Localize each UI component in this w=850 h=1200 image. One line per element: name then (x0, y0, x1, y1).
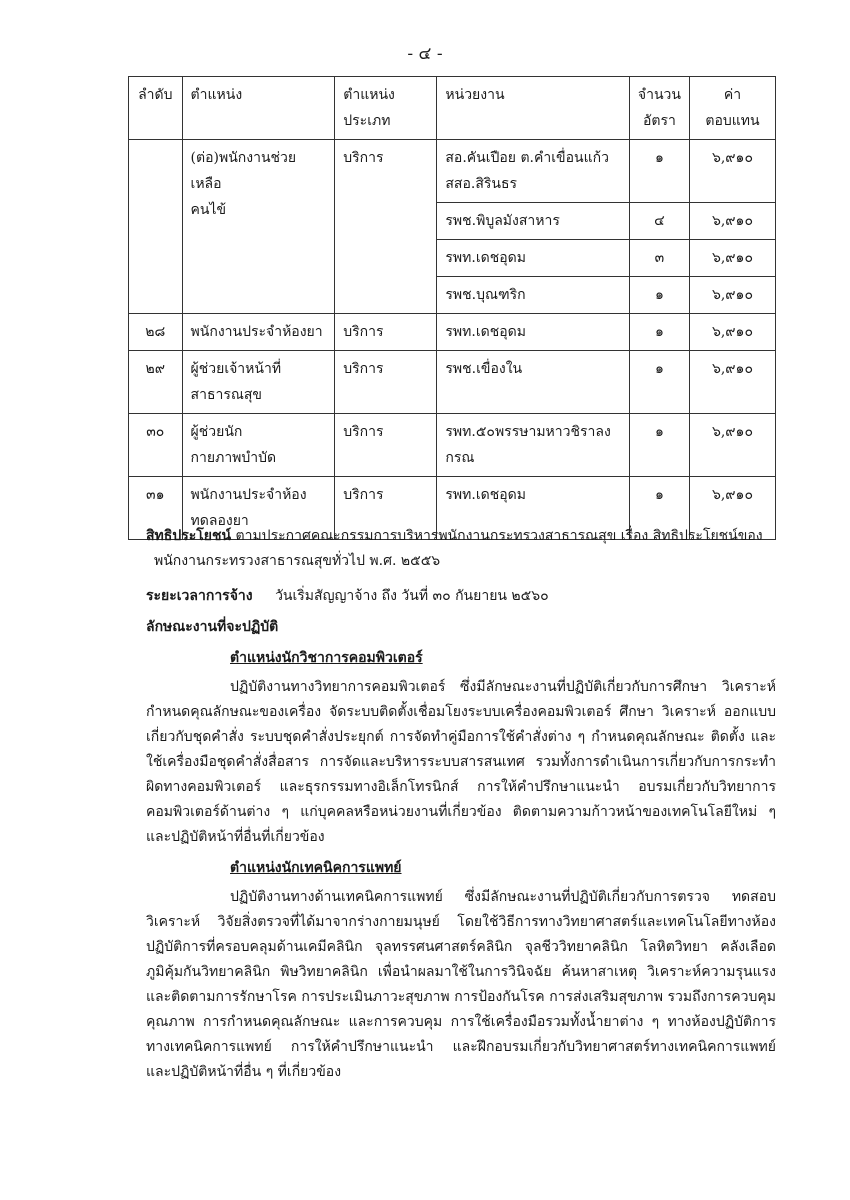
cell-type: บริการ (335, 477, 437, 540)
cell-count: ๑ (629, 314, 689, 351)
cell-unit: รพท.เดชอุดม (437, 314, 630, 351)
table-row (129, 351, 776, 414)
period-text: วันเริ่มสัญญาจ้าง ถึง วันที่ ๓๐ กันยายน ๒๕๖๐ (275, 588, 549, 604)
duties-title: ลักษณะงานที่จะปฏิบัติ (146, 619, 279, 635)
cell-title (182, 351, 335, 414)
cell-count: ๑ (629, 477, 689, 540)
cell-count: ๑ (629, 277, 689, 314)
cell-pay: ๖,๙๑๐ (689, 351, 775, 414)
header-title: ตำแหน่ง (182, 77, 335, 140)
header-count-line1: จำนวน (637, 87, 681, 103)
benefit-text-line2: พนักงานกระทรวงสาธารณสุขทั่วไป พ.ศ. ๒๕๕๖ (154, 553, 441, 569)
cell-title-line1: พนักงานประจำห้อง (190, 487, 307, 503)
cell-title-line1: ผู้ช่วยเจ้าหน้าที่ (190, 361, 282, 377)
position-description-computer: ปฏิบัติงานทางวิทยาการคอมพิวเตอร์ ซึ่งมีลักษณะงานที่ปฏิบัติเกี่ยวกับการศึกษา วิเคราะห์ กำหนดคุณลักษณะของเครื่อง จัดระบบติดตั้งเชื่อมโยงระบบเครื่องคอมพิวเตอร์ ศึกษา วิเคราะห์ ออกแบบเกี่ยวกับชุดคำสั่ง ระบบชุดคำสั่งประยุกต์ การจัดทำคู่มือการใช้คำสั่งต่าง ๆ กำหนดคุณลักษณะ ติดตั้ง และใช้เครื่องมือชุดคำสั่งสื่อสาร การจัดและบริหารระบบสารสนเทศ รวมทั้งการดำเนินการเกี่ยวกับการกระทำผิดทางคอมพิวเตอร์ และธุรกรรมทางอิเล็กโทรนิกส์ การให้คำปรึกษาแนะนำ อบรมเกี่ยวกับวิทยาการคอมพิวเตอร์ด้านต่าง ๆ แก่บุคคลหรือหน่วยงานที่เกี่ยวข้อง ติดตามความก้าวหน้าของเทคโนโลยีใหม่ ๆ และปฏิบัติหน้าที่อื่นที่เกี่ยวข้อง (146, 679, 776, 845)
cell-count: ๓ (629, 240, 689, 277)
header-type-line2: ประเภท (343, 113, 391, 129)
cell-unit-line2: สสอ.สิรินธร (445, 176, 518, 192)
cell-count: ๔ (629, 203, 689, 240)
cell-no: ๒๙ (129, 351, 183, 414)
cell-unit-line1: สอ.คันเปือย ต.คำเขื่อนแก้ว (445, 150, 609, 166)
cell-type: บริการ (335, 140, 437, 314)
document-body (146, 524, 776, 1085)
benefit-label: สิทธิประโยชน์ (146, 528, 232, 544)
cell-unit: รพท.๕๐พรรษามหาวชิราลงกรณ (437, 414, 630, 477)
cell-pay: ๖,๙๑๐ (689, 277, 775, 314)
cell-title: ผู้ช่วยนักกายภาพบำบัด (182, 414, 335, 477)
table-row (129, 140, 776, 203)
cell-pay: ๖,๙๑๐ (689, 314, 775, 351)
cell-title-line1: (ต่อ)พนักงานช่วยเหลือ (190, 150, 297, 192)
cell-pay: ๖,๙๑๐ (689, 477, 775, 540)
cell-unit: รพช.เขื่องใน (437, 351, 630, 414)
page-number: - ๔ - (407, 44, 443, 64)
staff-table (128, 76, 776, 540)
header-unit: หน่วยงาน (437, 77, 630, 140)
header-pay: ค่าตอบแทน (689, 77, 775, 140)
cell-unit: รพช.บุณฑริก (437, 277, 630, 314)
table-header-row (129, 77, 776, 140)
benefit-section (146, 524, 776, 574)
cell-no: ๒๘ (129, 314, 183, 351)
position-title-medtech: ตำแหน่งนักเทคนิคการแพทย์ (230, 860, 402, 876)
period-label: ระยะเวลาการจ้าง (146, 588, 253, 604)
cell-title (182, 140, 335, 314)
cell-title-line2: สาธารณสุข (190, 387, 262, 403)
benefit-text-line1: ตามประกาศคณะกรรมการบริหารพนักงานกระทรวงสาธารณสุข เรื่อง สิทธิประโยชน์ของ (235, 528, 763, 544)
table-row (129, 314, 776, 351)
header-type-line1: ตำแหน่ง (343, 87, 395, 103)
cell-type: บริการ (335, 314, 437, 351)
position-title-computer: ตำแหน่งนักวิชาการคอมพิวเตอร์ (230, 650, 423, 666)
cell-type: บริการ (335, 414, 437, 477)
cell-no: ๓๑ (129, 477, 183, 540)
cell-pay: ๖,๙๑๐ (689, 414, 775, 477)
cell-unit (437, 140, 630, 203)
cell-count: ๑ (629, 140, 689, 203)
position-description-medtech: ปฏิบัติงานทางด้านเทคนิคการแพทย์ ซึ่งมีลักษณะงานที่ปฏิบัติเกี่ยวกับการตรวจ ทดสอบ วิเคราะห์ วิจัยสิ่งตรวจที่ได้มาจากร่างกายมนุษย์ โดยใช้วิธีการทางวิทยาศาสตร์และเทคโนโลยีทางห้องปฏิบัติการที่ครอบคลุมด้านเคมีคลินิก จุลทรรศนศาสตร์คลินิก จุลชีววิทยาคลินิก โลหิตวิทยา คลังเลือด ภูมิคุ้มกันวิทยาคลินิก พิษวิทยาคลินิก เพื่อนำผลมาใช้ในการวินิจฉัย ค้นหาสาเหตุ วิเคราะห์ความรุนแรงและติดตามการรักษาโรค การประเมินภาวะสุขภาพ การป้องกันโรค การส่งเสริมสุขภาพ รวมถึงการควบคุมคุณภาพ การกำหนดคุณลักษณะ และการควบคุม การใช้เครื่องมือรวมทั้งน้ำยาต่าง ๆ ทางห้องปฏิบัติการทางเทคนิคการแพทย์ การให้คำปรึกษาแนะนำ และฝึกอบรมเกี่ยวกับวิทยาศาสตร์ทางเทคนิคการแพทย์ และปฏิบัติหน้าที่อื่น ๆ ที่เกี่ยวข้อง (146, 889, 776, 1080)
cell-pay: ๖,๙๑๐ (689, 140, 775, 203)
cell-title-line2: คนไข้ (190, 202, 227, 218)
header-count (629, 77, 689, 140)
cell-title: พนักงานประจำห้องยา (182, 314, 335, 351)
cell-unit: รพท.เดชอุดม (437, 477, 630, 540)
cell-no: ๓๐ (129, 414, 183, 477)
table-row (129, 414, 776, 477)
cell-pay: ๖,๙๑๐ (689, 203, 775, 240)
cell-unit: รพท.เดชอุดม (437, 240, 630, 277)
cell-type: บริการ (335, 351, 437, 414)
header-count-line2: อัตรา (642, 113, 676, 129)
header-type (335, 77, 437, 140)
cell-title-line2: ทดลองยา (190, 513, 249, 529)
header-no: ลำดับ (129, 77, 183, 140)
employment-period (146, 584, 776, 609)
cell-count: ๑ (629, 351, 689, 414)
cell-no (129, 140, 183, 314)
cell-pay: ๖,๙๑๐ (689, 240, 775, 277)
cell-count: ๑ (629, 414, 689, 477)
cell-unit: รพช.พิบูลมังสาหาร (437, 203, 630, 240)
